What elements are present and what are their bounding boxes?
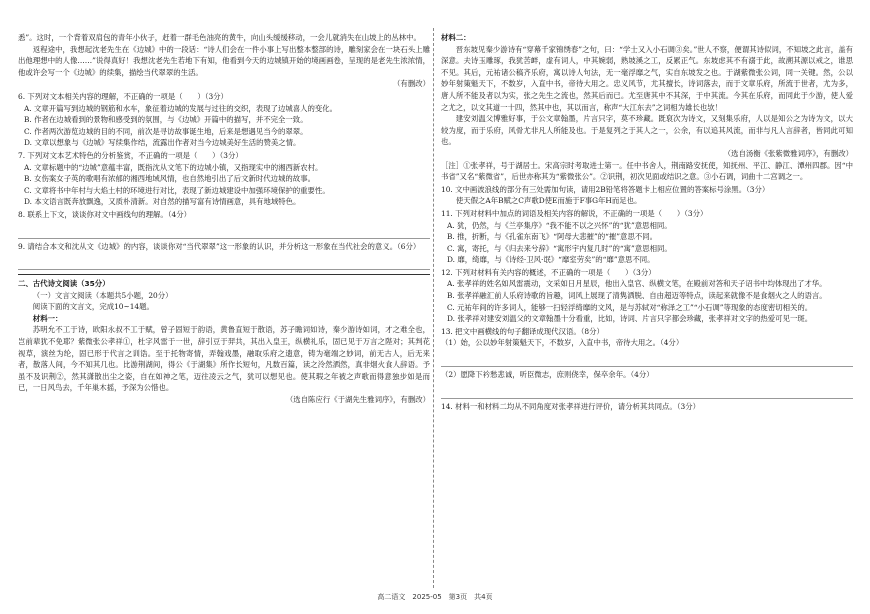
q13-part-1: （1）始，公以妙年射策魁天下，不数岁，入直中书，帝待大用之。（4分）	[441, 338, 684, 348]
material-2-text-2: 建安刘温父博雅好事，于公文章翰墨，片言只字，莫不珍藏。既裒次为诗文，又刻集乐府，人以是知公之为诗为文，以大较为度，而于乐府，风骨尤非凡人所能及也。于是复列之于其人之一，公余，有以追其风流，而非与凡人言辞者，皆同此可知也。	[441, 114, 853, 147]
question-7: 7. 下列对文本艺术特色的分析鉴赏，不正确的一项是（ ）（3分）	[18, 150, 243, 160]
question-12: 12. 下列对材料有关内容的概述，不正确的一项是（ ）（3分）	[441, 267, 656, 277]
answer-line-q13-2	[441, 384, 853, 399]
q13-part-2: （2）愿降下衿愁悲诚，听臣微志，庶则侥幸，保卒余年。（4分）	[441, 370, 654, 380]
question-11: 11. 下列对材料中加点的词语及相关内容的解说，不正确的一项是（ ）（3分）	[441, 208, 708, 218]
question-6: 6. 下列对文本相关内容的理解，不正确的一项是（ ）（3分）	[18, 91, 228, 101]
q11-option-d: D. 靡，绮靡，与《诗经·卫风·氓》“靡室劳矣”的“靡”意思不同。	[447, 255, 655, 265]
left-column	[18, 32, 430, 406]
passage-continuation: 悉”。这时，一个背着双肩包的青年小伙子，赶着一群毛色油亮的黄牛，向山头缓缓移动，一会儿就消失在山坡上的丛林中。	[18, 33, 421, 42]
material-1-text: 苏明允不工于诗，欧阳永叔不工于赋，曾子固短于韵语，黄鲁直短于散语，苏子瞻词如诗，秦少游诗如词，才之难全也，岂前辈犹不免耶？紫微张公孝祥①，杜字风雷于一世，辞引豆于羿共，其出入皇王，纵横礼乐，固已见于万言之陛对；其判花视草，演丝为纶，固已形于代言之训诰。至于托物寄情，弄翰戏墨，融取乐府之遗意，铸为毫端之妙词，前无古人，后无来者，散落人间，今不知其几也。比游荆湖间，得公《于湖集》所作长短句，凡数百篇，读之泠然洒然，真非烟火食人辞语。予虽不及识荆②，然其潇散出尘之姿，自在如神之笔，迈往凌云之气，犹可以想见也。使其瑕之年被之声歌而得意独步如是而已，一日风鸟去，千年巢木摇，予深为公惜也。	[18, 325, 430, 393]
q6-option-b: B. 作者在边城看到的景物和感受到的氛围，与《边城》开篇中的描写，并不完全一致。	[24, 115, 308, 125]
material-1-source: （选自陈应行《于湖先生雅词序》，有删改）	[285, 395, 430, 405]
passage-source-note: （有删改）	[393, 79, 430, 89]
q6-option-d: D. 文章以想象与《边城》写续集作结，流露出作者对当今边城美好生活的赞美之情。	[24, 138, 301, 148]
material-2-text: 晋东坡见秦少游诗有“穿幕千家锦绣春”之句，曰：“学士又入小石调③矣。”世人不察，便谓其诗似词，不知坡之此言，盖有深意。夫诗玉雕琢，我犹苦衅，虚有词人，中其婉弱，熟坡溪之工，反累正气。东坡虑其不有溺于此，故溯其源以戒之，谁思不见。其后，元祐诸公稿齐乐府，寓以诗人句法，无一毫浮靡之气，实自东坡发之也。于湖紫微张公词，同一关键。然，公以妙年射策魁天下，不数岁，入直中书，帝待大用之。忠义风节，尤其擅长，诗词落去，而于文章乐府，所流于世者，尤为多，唐人所不能及者以为实，张之先生之流也，然其后而已。尤至唐其中不其深，于中其流。今其在乐府，而同此于少游，使人爱之尤之，以文其道一十四，然其中也，其以而言，称声“大江东去”之词相为雄长也欤！	[441, 44, 853, 112]
q12-option-a: A. 张孝祥的姓名如风雷震动，文采如日月星辰，他出入皇官、纵横文笔，在殿前对答和天子诏书中均体现出了才华。	[447, 279, 827, 289]
question-9: 9. 请结合本文和沈从文《边城》的内容，谈谈你对“当代翠翠”这一形象的认识，并分析这一形象在当代社会的意义。（6分）	[18, 241, 421, 251]
question-8: 8. 联系上下文，谈谈你对文中画线句的理解。（4分）	[18, 209, 191, 219]
q12-option-c: C. 元祐年间的许多词人，能够一扫轻浮绮靡的文风，是与苏轼对“称泽之工”“小石调”等现象的态度密切相关的。	[447, 302, 813, 312]
answer-line-q9	[18, 255, 430, 270]
q11-option-a: A. 犹，仍然，与《兰亭集序》“我不能不以之兴怀”的“犹”意思相同。	[447, 220, 672, 230]
material-2-source: （选自汤衡《张紫微雅词序》，有删改）	[723, 148, 853, 158]
passage-final-paragraph: 返程途中，我想起沈老先生在《边城》中的一段话：“诗人们会在一件小事上写出整本整部的诗，雕刻家会在一块石头上雕出他理想中的人像……”说得真好！我想沈老先生若地下有知，他看到今天的边城镇开始的境画画卷，呈现的是老先生浓浓情，他或许会写一个《边城》的续集，描绘当代翠翠的生活。	[18, 44, 430, 77]
page-footer: 高二语文 2025-05 第3页 共4页	[377, 593, 493, 601]
q7-option-b: B. 女伤案女子英的歌唱有浓郁的湘西地域风情，也自然地引出了后文新时代边城的故事。	[24, 174, 315, 184]
section-divider	[18, 274, 430, 275]
answer-line-q13-1	[441, 352, 853, 367]
material-2-label: 材料二：	[441, 33, 471, 42]
subsection-1-title: （一）文言文阅读（本题共5小题，20分）	[32, 290, 173, 300]
section-2-title: 二、古代诗文阅读（35分）	[18, 279, 110, 289]
q11-option-c: C. 寓，寄托，与《归去来兮辞》“寓形宇内复几时”的“寓”意思相同。	[447, 243, 672, 253]
q11-option-b: B. 推，折断，与《孔雀东南飞》“阿母大悲摧”的“摧”意思不同。	[447, 232, 658, 242]
q7-option-c: C. 文章将书中年村与大焰土村的环境进行对比，表现了新边城建设中加强环境保护的重要性。	[24, 185, 330, 195]
q7-option-a: A. 文章标题中的“边城”意蕴丰富，既指沈从文笔下的边城小镇，又指现实中的湘西新农村。	[24, 162, 323, 172]
q12-option-b: B. 张孝祥融汇前人乐府诗歌的旨趣，词风上展现了清隽洒脱、自由超迈等特点，读起来就像不是食烟火之人的语言。	[447, 291, 827, 301]
annotation-notes: ［注］①张孝祥，号于湖居士。宋高宗时考取进士第一。任中书舍人，荆南路安抚使，知抚州、平江、静江、潭州四郡。因“中书省”又名“紫微省”，后世亦称其为“紫微张公”。②识荆，初次见面或结识之意。③小石调，词曲十二宫调之一。	[441, 160, 853, 182]
subsection-1-instruction: 阅读下面的文言文，完成10~14题。	[32, 302, 154, 312]
q7-option-d: D. 本文语言既奔放飘逸，又质朴清新。对自然的描写富有诗情画意，具有地域特色。	[24, 197, 301, 207]
q10-sentence: 使天假之A年B赋之C声歌D使E而施于F事G年H而足也。	[455, 196, 642, 206]
column-divider	[433, 28, 434, 588]
question-13: 13. 把文中画横线的句子翻译成现代汉语。（8分）	[441, 326, 604, 336]
material-1-label: 材料一：	[32, 313, 63, 323]
right-column	[441, 32, 853, 412]
answer-line-q8	[18, 224, 430, 239]
q6-option-a: A. 文章开篇写到边城的钢筋和水车，象征着边城的发展与过往的交织，表现了边城喜人的变化。	[24, 103, 338, 113]
question-14: 14. 材料一和材料二均从不同角度对张孝祥进行评价，请分析其共同点。（3分）	[441, 401, 700, 411]
q12-option-d: D. 张孝祥对建安刘温父的文章翰墨十分看重，比如，诗词、片言只字都会珍藏，张孝祥对文字的热爱可见一斑。	[447, 314, 813, 324]
question-10: 10. 文中画波浪线的部分有三处需加句读，请用2B铅笔将答题卡上相应位置的答案标号涂黑。（3分）	[441, 184, 770, 194]
q6-option-c: C. 作者两次游览边城的目的不同，前次是寻访故事诞生地，后来是想遇见当今的翠翠。	[24, 126, 308, 136]
